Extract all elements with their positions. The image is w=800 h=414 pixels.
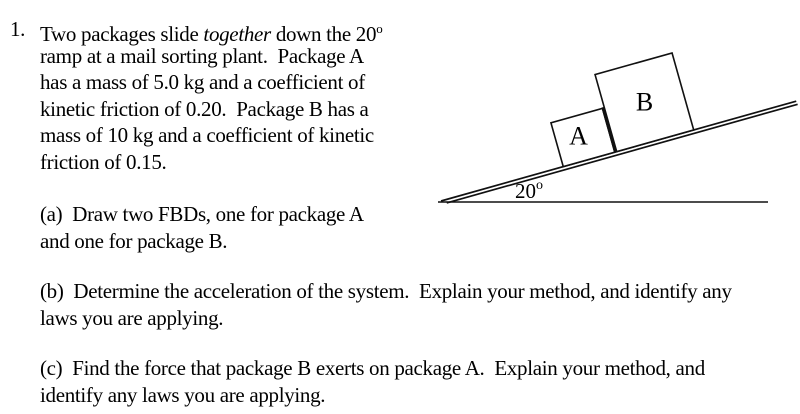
part-c: [40, 355, 705, 408]
part-a-line-1: (a) Draw two FBDs, one for package A: [40, 202, 364, 226]
statement-line-1: [40, 16, 383, 46]
ramp-group: [430, 24, 798, 204]
part-b-line-1: (b) Determine the acceleration of the system. Explain your method, and identify any: [40, 279, 732, 303]
statement-line-3: has a mass of 5.0 kg and a coefficient of: [40, 70, 365, 95]
incline-angle-degree-superscript: o: [536, 178, 543, 193]
statement-line-5: mass of 10 kg and a coefficient of kinetic: [40, 123, 374, 148]
statement-line-2: ramp at a mail sorting plant. Package A: [40, 43, 364, 68]
statement-line1-degree-superscript: o: [376, 21, 383, 36]
package-a-label: A: [569, 121, 588, 151]
statement-line1-emphasis: together: [203, 22, 271, 46]
statement-line-4: kinetic friction of 0.20. Package B has a: [40, 96, 369, 121]
incline-angle-label: [515, 178, 543, 203]
part-c-line-2: identify any laws you are applying.: [40, 382, 326, 407]
incline-angle-value: 20: [515, 179, 536, 203]
statement-line1-pre: Two packages slide: [40, 22, 204, 46]
part-b: [40, 278, 732, 331]
problem-number: 1.: [10, 17, 26, 41]
part-a: [40, 201, 364, 254]
package-b-label: B: [635, 87, 654, 117]
incline-diagram: [430, 18, 800, 214]
statement-line1-post: down the 20: [270, 22, 377, 46]
part-b-line-2: laws you are applying.: [40, 305, 224, 330]
statement-line-6: friction of 0.15.: [40, 149, 167, 174]
problem-statement: [40, 16, 383, 176]
part-a-line-2: and one for package B.: [40, 228, 228, 253]
part-c-line-1: (c) Find the force that package B exerts on package A. Explain your method, and: [40, 356, 705, 380]
